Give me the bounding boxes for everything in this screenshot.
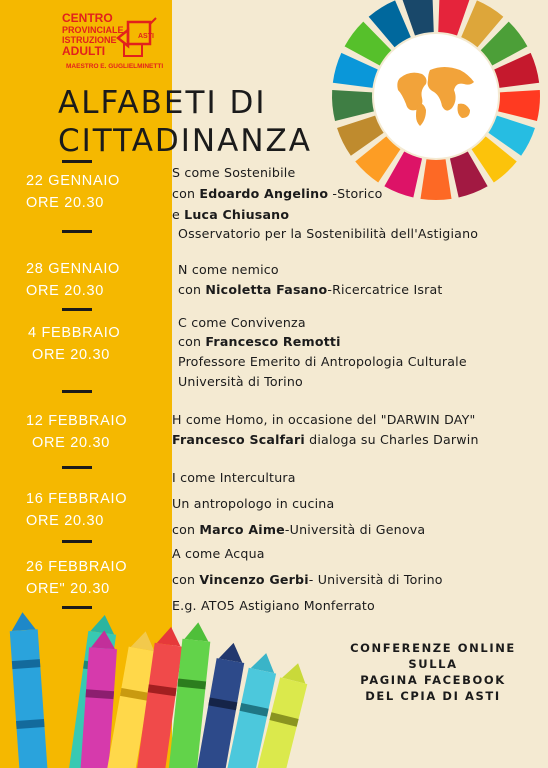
sdg-segment xyxy=(498,90,540,121)
event-date-day: 12 FEBBRAIO xyxy=(26,413,128,429)
sdg-center xyxy=(374,34,498,158)
speaker-suffix: dialoga su Charles Darwin xyxy=(304,432,479,447)
speaker-prefix: e xyxy=(172,207,185,222)
speaker-suffix: -Università di Genova xyxy=(284,522,426,537)
event-speaker xyxy=(172,522,425,537)
speaker-prefix: con xyxy=(172,572,200,587)
speaker-name: Luca Chiusano xyxy=(184,207,290,222)
logo-line-adulti: ADULTI xyxy=(62,44,106,58)
logo-line-provinciale: PROVINCIALE xyxy=(62,25,124,35)
event-topic: C come Convivenza xyxy=(178,315,306,330)
event-affiliation: E.g. ATO5 Astigiano Monferrato xyxy=(172,598,375,613)
cpia-logo-icon xyxy=(114,16,158,60)
speaker-suffix: -Ricercatrice Israt xyxy=(327,282,443,297)
logo-mark-text: ASTI xyxy=(138,33,154,40)
speaker-name: Francesco Scalfari xyxy=(172,432,305,447)
footer-line-3: PAGINA FACEBOOK xyxy=(360,673,506,687)
event-topic: A come Acqua xyxy=(172,546,265,561)
logo-line-istruzione: ISTRUZIONE xyxy=(62,35,117,45)
event-date xyxy=(26,170,120,214)
event-date-day: 26 FEBBRAIO xyxy=(26,559,128,575)
event-affiliation: Osservatorio per la Sostenibilità dell'Astigiano xyxy=(178,226,479,241)
event-date-day: 16 FEBBRAIO xyxy=(26,491,128,507)
title-line-1: ALFABETI DI xyxy=(58,85,267,121)
divider xyxy=(62,160,92,163)
speaker-prefix: con xyxy=(178,282,206,297)
speaker-name: Edoardo Angelino xyxy=(199,186,329,201)
event-date-day: 4 FEBBRAIO xyxy=(28,325,121,341)
event-topic: N come nemico xyxy=(178,262,279,277)
event-date-day: 22 GENNAIO xyxy=(26,173,121,189)
event-date xyxy=(28,322,120,366)
speaker-name: Nicoletta Fasano xyxy=(205,282,328,297)
speaker-name: Francesco Remotti xyxy=(205,334,341,349)
speaker-prefix: con xyxy=(172,186,200,201)
speaker-name: Marco Aime xyxy=(199,522,285,537)
event-role: Professore Emerito di Antropologia Culturale xyxy=(178,354,467,369)
divider xyxy=(62,390,92,393)
speaker-suffix: - Università di Torino xyxy=(308,572,443,587)
title-line-2: CITTADINANZA xyxy=(58,123,312,159)
event-subtitle: Un antropologo in cucina xyxy=(172,496,335,511)
event-topic: I come Intercultura xyxy=(172,470,296,485)
event-speaker xyxy=(172,432,479,447)
divider xyxy=(62,466,92,469)
event-date xyxy=(26,410,127,454)
event-topic: S come Sostenibile xyxy=(172,165,296,180)
crayon-blue xyxy=(9,611,48,768)
divider xyxy=(62,230,92,233)
event-affiliation: Università di Torino xyxy=(178,374,303,389)
page-title xyxy=(58,84,358,160)
event-date-time: ORE 20.30 xyxy=(26,513,105,529)
logo-subtitle: MAESTRO E. GUGLIELMINETTI xyxy=(66,63,164,70)
event-topic: H come Homo, in occasione del "DARWIN DAY" xyxy=(172,412,476,427)
event-date-time: ORE 20.30 xyxy=(32,435,111,451)
event-date-time: ORE" 20.30 xyxy=(26,581,110,597)
logo-line-centro: CENTRO xyxy=(62,11,113,25)
event-date-time: ORE 20.30 xyxy=(26,283,105,299)
event-speaker xyxy=(178,334,341,349)
divider xyxy=(62,308,92,311)
event-speaker-extra xyxy=(172,207,289,222)
event-date xyxy=(26,258,120,302)
event-date xyxy=(26,488,127,532)
event-speaker xyxy=(178,282,443,297)
crayons-illustration xyxy=(0,600,330,768)
footer-line-2: SULLA xyxy=(408,657,458,671)
speaker-name: Vincenzo Gerbi xyxy=(199,572,309,587)
event-date xyxy=(26,556,127,600)
footer-line-4: DEL CPIA DI ASTI xyxy=(365,689,501,703)
event-date-time: ORE 20.30 xyxy=(32,347,111,363)
footer-line-1: CONFERENZE ONLINE xyxy=(350,641,516,655)
speaker-prefix: con xyxy=(172,522,200,537)
divider xyxy=(62,540,92,543)
cpia-logo xyxy=(62,12,172,74)
sdg-segment xyxy=(420,159,451,200)
event-speaker xyxy=(172,572,443,587)
event-date-day: 28 GENNAIO xyxy=(26,261,121,277)
footer-notice xyxy=(338,640,528,704)
speaker-suffix: -Storico xyxy=(328,186,383,201)
event-speaker xyxy=(172,186,382,201)
speaker-prefix: con xyxy=(178,334,206,349)
event-date-time: ORE 20.30 xyxy=(26,195,105,211)
